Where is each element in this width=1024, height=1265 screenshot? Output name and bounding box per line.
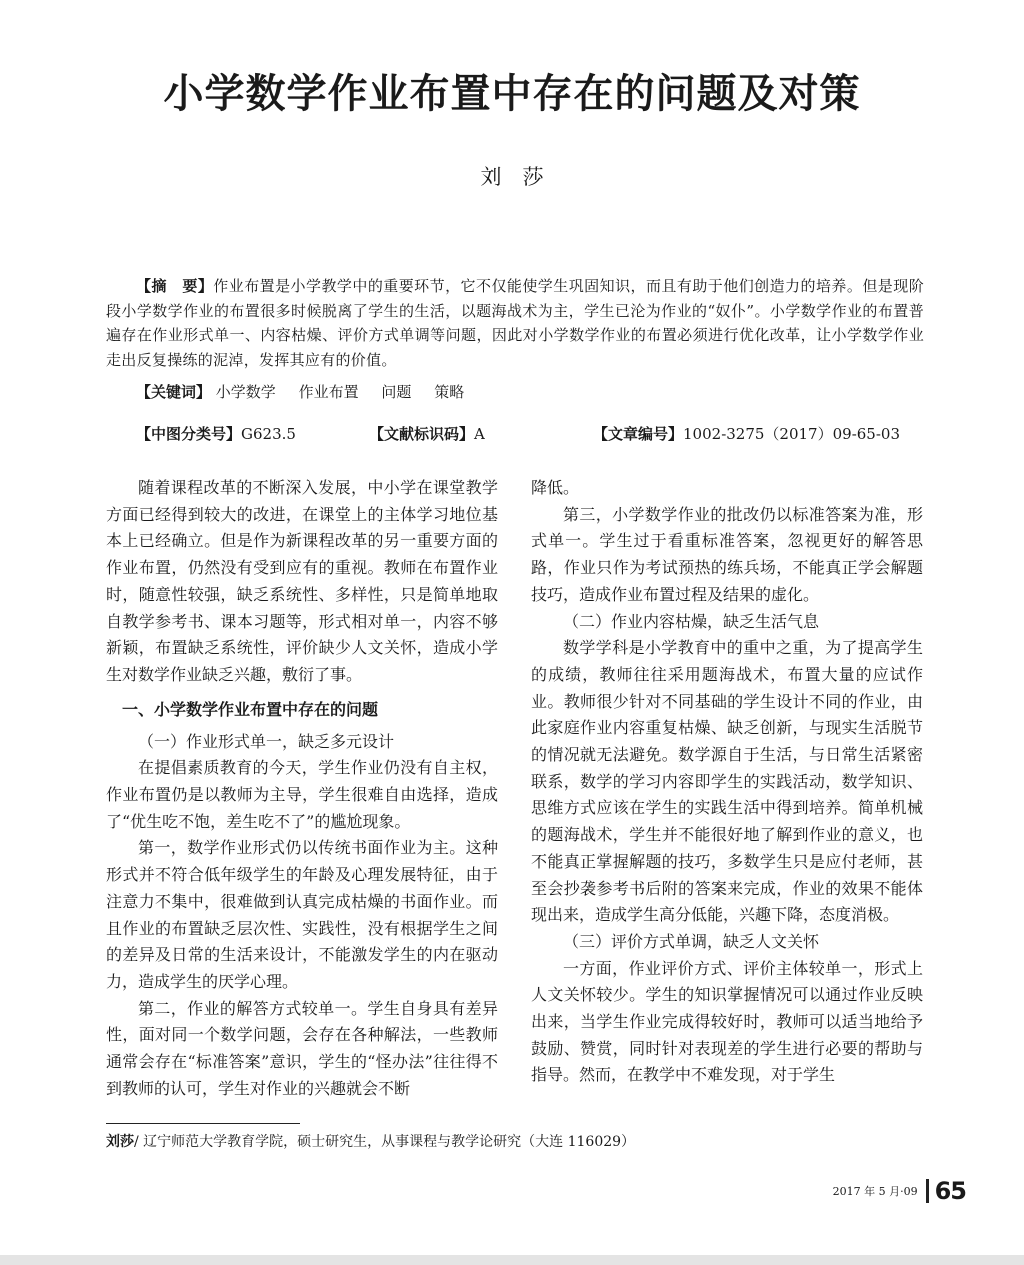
keyword-item: 问题 [381,383,412,401]
footer-bar [926,1179,929,1203]
abstract-label: 【摘 要】 [136,277,214,295]
keywords-label: 【关键词】 [136,383,212,401]
subsection-heading: （二）作业内容枯燥，缺乏生活气息 [563,611,820,631]
document-code-value: A [474,425,485,443]
article-number-label: 【文章编号】 [593,425,684,443]
author-name: 刘 莎 [480,165,544,189]
page-number: 65 [934,1177,966,1205]
keyword-item: 作业布置 [298,383,359,401]
subsection-heading: （三）评价方式单调，缺乏人文关怀 [563,931,820,951]
left-column [106,475,498,1102]
article-number-value: 1002-3275（2017）09-65-03 [683,425,901,443]
paper-title: 小学数学作业布置中存在的问题及对策 [163,70,861,117]
footnote-divider [106,1123,300,1124]
footnote-author-name: 刘莎 [106,1134,134,1150]
paragraph: 一方面，作业评价方式、评价主体较单一，形式上人文关怀较少。学生的知识掌握情况可以通过作业反映出来，当学生作业完成得较好时，教师可以适当地给予鼓励、赞赏，同时针对表现差的学生进行必要的帮助与指导。然而，在教学中不难发现，对于学生 [531,958,923,1085]
paragraph: 第三，小学数学作业的批改仍以标准答案为准，形式单一。学生过于看重标准答案，忽视更好的解答思路，作业只作为考试预热的练兵场，不能真正学会解题技巧，造成作业布置过程及结果的虚化。 [531,504,923,604]
keyword-item: 小学数学 [215,383,276,401]
abstract-text: 作业布置是小学教学中的重要环节，它不仅能使学生巩固知识，而且有助于他们创造力的培养。但是现阶段小学数学作业的布置很多时候脱离了学生的生活，以题海战术为主，学生已沦为作业的“奴仆”。小学数学作业的布置普遍存在作业形式单一、内容枯燥、评价方式单调等问题，因此对小学数学作业的布置必须进行优化改革，让小学数学作业走出反复操练的泥淖，发挥其应有的价值。 [106,277,924,369]
bottom-edge [0,1255,1024,1265]
author-footnote [106,1131,926,1153]
clc-value: G623.5 [241,425,296,443]
subsection-heading: （一）作业形式单一，缺乏多元设计 [138,731,395,751]
paragraph: 第一，数学作业形式仍以传统书面作业为主。这种形式并不符合低年级学生的年龄及心理发展特征，由于注意力不集中，很难做到认真完成枯燥的书面作业。而且作业的布置缺乏层次性、实践性，没有根据学生之间的差异及日常的生活来设计，不能激发学生的内在驱动力，造成学生的厌学心理。 [106,838,498,991]
document-code-label: 【文献标识码】 [369,425,475,443]
keyword-item: 策略 [434,383,465,401]
keywords [136,380,916,404]
document-code [369,422,485,446]
clc-label: 【中图分类号】 [136,425,242,443]
article-number [593,422,900,446]
paragraph: 在提倡素质教育的今天，学生作业仍没有自主权，作业布置仍是以教师为主导，学生很难自由选择，造成了“优生吃不饱，差生吃不了”的尴尬现象。 [106,758,498,831]
section-heading: 一、小学数学作业布置中存在的问题 [122,699,379,719]
page-footer [833,1176,966,1206]
clc-number [136,422,296,446]
footnote-text: / 辽宁师范大学教育学院，硕士研究生，从事课程与教学论研究（大连 116029） [134,1134,636,1150]
paragraph: 数学学科是小学教育中的重中之重，为了提高学生的成绩，教师往往采用题海战术，布置大量的应试作业。教师很少针对不同基础的学生设计不同的作业，由此家庭作业内容重复枯燥、缺乏创新，与现实生活脱节的情况就无法避免。数学源自于生活，与日常生活紧密联系，数学的学习内容即学生的实践活动，数学知识、思维方式应该在学生的实践生活中得到培养。简单机械的题海战术，学生并不能很好地了解到作业的意义，也不能真正掌握解题的技巧，多数学生只是应付老师，甚至会抄袭参考书后附的答案来完成，作业的效果不能体现出来，造成学生高分低能，兴趣下降，态度消极。 [531,638,923,925]
paragraph: 随着课程改革的不断深入发展，中小学在课堂教学方面已经得到较大的改进，在课堂上的主体学习地位基本上已经确立。但是作为新课程改革的另一重要方面的作业布置，仍然没有受到应有的重视。教师在布置作业时，随意性较强，缺乏系统性、多样性，只是简单地取自教学参考书、课本习题等，形式相对单一，内容不够新颖，布置缺乏系统性，评价缺少人文关怀，造成小学生对数学作业缺乏兴趣，敷衍了事。 [106,478,498,684]
paragraph: 第二，作业的解答方式较单一。学生自身具有差异性，面对同一个数学问题，会存在各种解法，一些教师通常会存在“标准答案”意识，学生的“怪办法”往往得不到教师的认可，学生对作业的兴趣就会不断 [106,998,498,1098]
paragraph: 降低。 [531,478,580,497]
issue-date: 2017 年 5 月·09 [832,1185,918,1198]
right-column [531,475,923,1089]
abstract [106,274,924,372]
